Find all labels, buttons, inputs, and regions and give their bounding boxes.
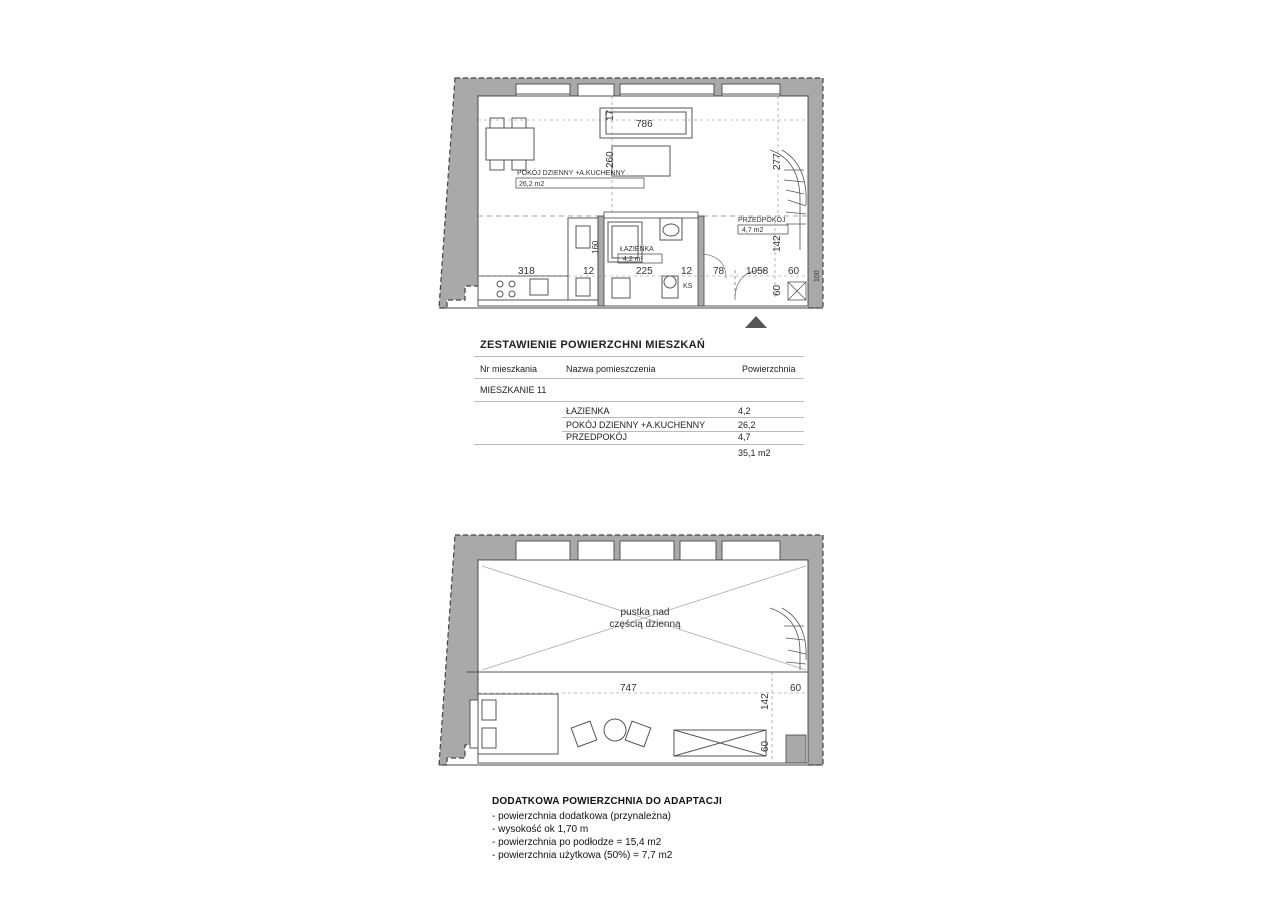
hall-room-area: 4,7 m2: [742, 227, 764, 234]
dim-142-lower: 142: [760, 693, 771, 710]
entrance-arrow-icon: [745, 316, 767, 328]
living-room-area: 26,2 m2: [519, 181, 545, 188]
hall-room-name: PRZEDPOKÓJ: [738, 217, 786, 224]
col-header-area: Powierzchnia: [742, 364, 796, 374]
notes-line: - powierzchnia po podłodze = 15,4 m2: [492, 837, 662, 848]
table-divider: [474, 378, 804, 379]
dim-786: 786: [636, 119, 653, 130]
dim-17: 17: [605, 109, 616, 121]
notes-title: DODATKOWA POWIERZCHNIA DO ADAPTACJI: [492, 796, 722, 807]
ks-label: KS: [683, 283, 693, 290]
adaptation-notes: [492, 795, 722, 862]
dim-260: 260: [605, 151, 616, 168]
dim-160: 160: [591, 240, 600, 254]
bed: [470, 694, 558, 754]
dim-78: 78: [713, 266, 725, 277]
col-header-name: Nazwa pomieszczenia: [566, 364, 656, 374]
table-divider: [562, 417, 804, 418]
table-row-name: ŁAZIENKA: [566, 406, 610, 416]
dim-225: 225: [636, 266, 653, 277]
notes-line: - wysokość ok 1,70 m: [492, 824, 589, 835]
storage-box: [674, 730, 766, 756]
living-room-name: POKÓJ DZIENNY +A.KUCHENNY: [517, 170, 626, 177]
dim-747: 747: [620, 683, 637, 694]
table-row-name: PRZEDPOKÓJ: [566, 432, 628, 442]
table-row-area: 4,2: [738, 406, 751, 416]
dim-60a: 60: [788, 266, 800, 277]
dim-12a: 12: [583, 266, 595, 277]
dim-12b: 12: [681, 266, 693, 277]
dim-318: 318: [518, 266, 535, 277]
table-row-area: 4,7: [738, 432, 751, 442]
dim-100: 100: [814, 270, 821, 282]
lower-shaft: [786, 735, 806, 763]
void-label-1: pustka nad: [620, 607, 670, 618]
void-label-2: częścią dzienną: [609, 619, 681, 630]
upper-floor-plan: [439, 78, 823, 328]
shaft: [788, 282, 806, 300]
dim-60-lower: 60: [790, 683, 802, 694]
table-row-name: POKÓJ DZIENNY +A.KUCHENNY: [566, 420, 706, 430]
apartment-number: MIESZKANIE 11: [480, 385, 547, 395]
table-divider: [474, 356, 804, 357]
table-total: 35,1 m2: [738, 448, 771, 458]
notes-line: - powierzchnia dodatkowa (przynależna): [492, 811, 671, 822]
table-title: ZESTAWIENIE POWIERZCHNI MIESZKAŃ: [480, 339, 706, 351]
dim-1058: 1058: [746, 266, 769, 277]
table-divider: [474, 401, 804, 402]
lower-windows: [516, 541, 780, 560]
table-row-area: 26,2: [738, 420, 756, 430]
bath-room-name: ŁAZIENKA: [620, 246, 654, 253]
notes-line: - powierzchnia użytkowa (50%) = 7,7 m2: [492, 850, 673, 861]
bath-room-area: 4,2 m²: [623, 256, 643, 263]
lower-floor-plan: [439, 535, 823, 765]
col-header-nr: Nr mieszkania: [480, 364, 538, 374]
dim-277: 277: [772, 153, 783, 170]
table-divider: [474, 444, 804, 445]
dim-60b-lower: 60: [760, 740, 771, 752]
dim-142: 142: [772, 235, 783, 252]
dim-60b: 60: [772, 284, 783, 296]
